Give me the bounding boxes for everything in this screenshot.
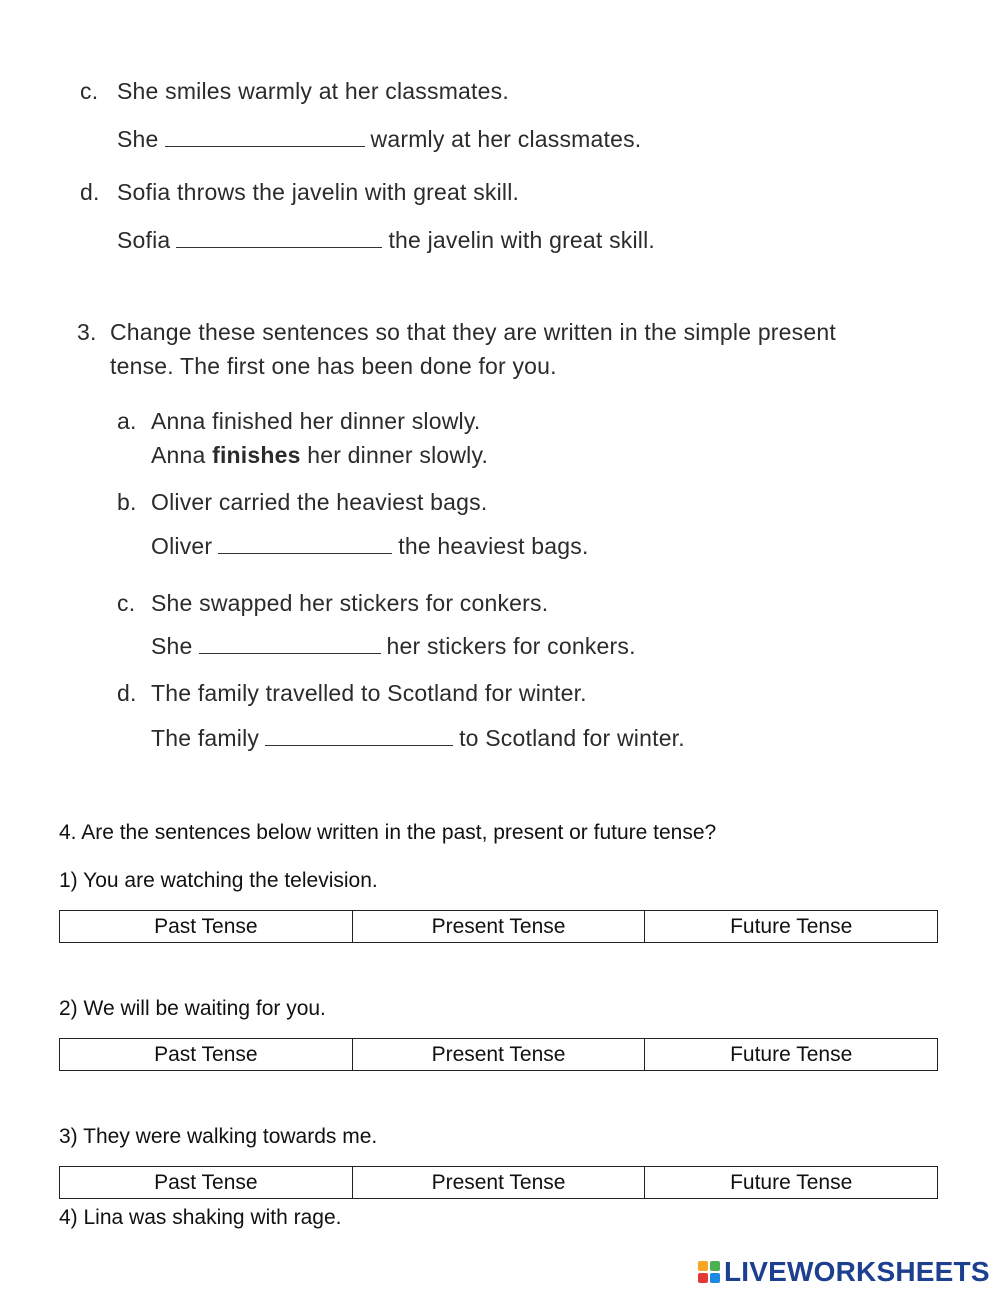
option-past-tense[interactable]: Past Tense (60, 1167, 353, 1198)
item-3a-letter: a. (117, 408, 137, 434)
item-3d-sentence: The family travelled to Scotland for winter. (151, 680, 587, 706)
section3-instruction-line2: tense. The first one has been done for you. (110, 353, 557, 379)
item-3b-after: the heaviest bags. (398, 533, 589, 559)
logo-text: LIVEWORKSHEETS (724, 1256, 990, 1287)
item-3b-blank[interactable] (218, 552, 392, 554)
question-3: 3) They were walking towards me. (59, 1125, 378, 1148)
item-3a-sentence: Anna finished her dinner slowly. (151, 408, 481, 434)
answer-row-3 (59, 1166, 938, 1199)
option-past-tense[interactable]: Past Tense (60, 1039, 353, 1070)
item-3b-sentence: Oliver carried the heaviest bags. (151, 489, 488, 515)
logo-blocks-icon (698, 1261, 720, 1283)
option-past-tense[interactable]: Past Tense (60, 911, 353, 942)
item-3c-before: She (151, 633, 193, 659)
option-future-tense[interactable]: Future Tense (730, 1042, 853, 1066)
item-3a-before: Anna (151, 442, 206, 468)
item-3c-answer-line (151, 635, 636, 658)
item-3b-answer-line (151, 535, 589, 558)
item-3c-sentence: She swapped her stickers for conkers. (151, 590, 549, 616)
option-present-tense[interactable]: Present Tense (353, 911, 646, 942)
item-3c-after: her stickers for conkers. (386, 633, 636, 659)
item-3d-before: The family (151, 725, 260, 751)
item-2d-before: Sofia (117, 227, 171, 253)
item-2c-blank[interactable] (165, 145, 365, 147)
option-future-tense[interactable]: Future Tense (730, 914, 853, 938)
item-3b-before: Oliver (151, 533, 213, 559)
answer-row-2 (59, 1038, 938, 1071)
item-2c-letter: c. (80, 78, 99, 104)
item-3a-answer-bold: finishes (212, 442, 301, 468)
item-3a-after: her dinner slowly. (307, 442, 489, 468)
item-2c-sentence: She smiles warmly at her classmates. (117, 78, 509, 104)
item-2d-sentence: Sofia throws the javelin with great skill. (117, 179, 520, 205)
option-present-tense[interactable]: Present Tense (353, 1039, 646, 1070)
item-2c-answer-line (117, 128, 641, 151)
section3-instruction-line1: Change these sentences so that they are written in the simple present (110, 319, 836, 345)
item-3a-answer-line (151, 444, 488, 467)
item-2c-before: She (117, 126, 159, 152)
answer-row-1 (59, 910, 938, 943)
section4-title: 4. Are the sentences below written in the past, present or future tense? (59, 821, 717, 844)
question-4: 4) Lina was shaking with rage. (59, 1206, 342, 1229)
item-2d-after: the javelin with great skill. (388, 227, 656, 253)
item-3d-after: to Scotland for winter. (459, 725, 685, 751)
section3-number: 3. (77, 319, 97, 345)
item-3d-letter: d. (117, 680, 137, 706)
option-present-tense[interactable]: Present Tense (353, 1167, 646, 1198)
item-2d-answer-line (117, 229, 655, 252)
item-3c-letter: c. (117, 590, 136, 616)
question-1: 1) You are watching the television. (59, 869, 378, 892)
item-3c-blank[interactable] (199, 652, 381, 654)
item-2d-blank[interactable] (176, 246, 382, 248)
item-3b-letter: b. (117, 489, 137, 515)
item-3d-answer-line (151, 727, 685, 750)
option-future-tense[interactable]: Future Tense (730, 1170, 853, 1194)
item-3d-blank[interactable] (265, 744, 453, 746)
question-2: 2) We will be waiting for you. (59, 997, 326, 1020)
item-2d-letter: d. (80, 179, 100, 205)
item-2c-after: warmly at her classmates. (370, 126, 642, 152)
liveworksheets-logo (698, 1256, 990, 1288)
